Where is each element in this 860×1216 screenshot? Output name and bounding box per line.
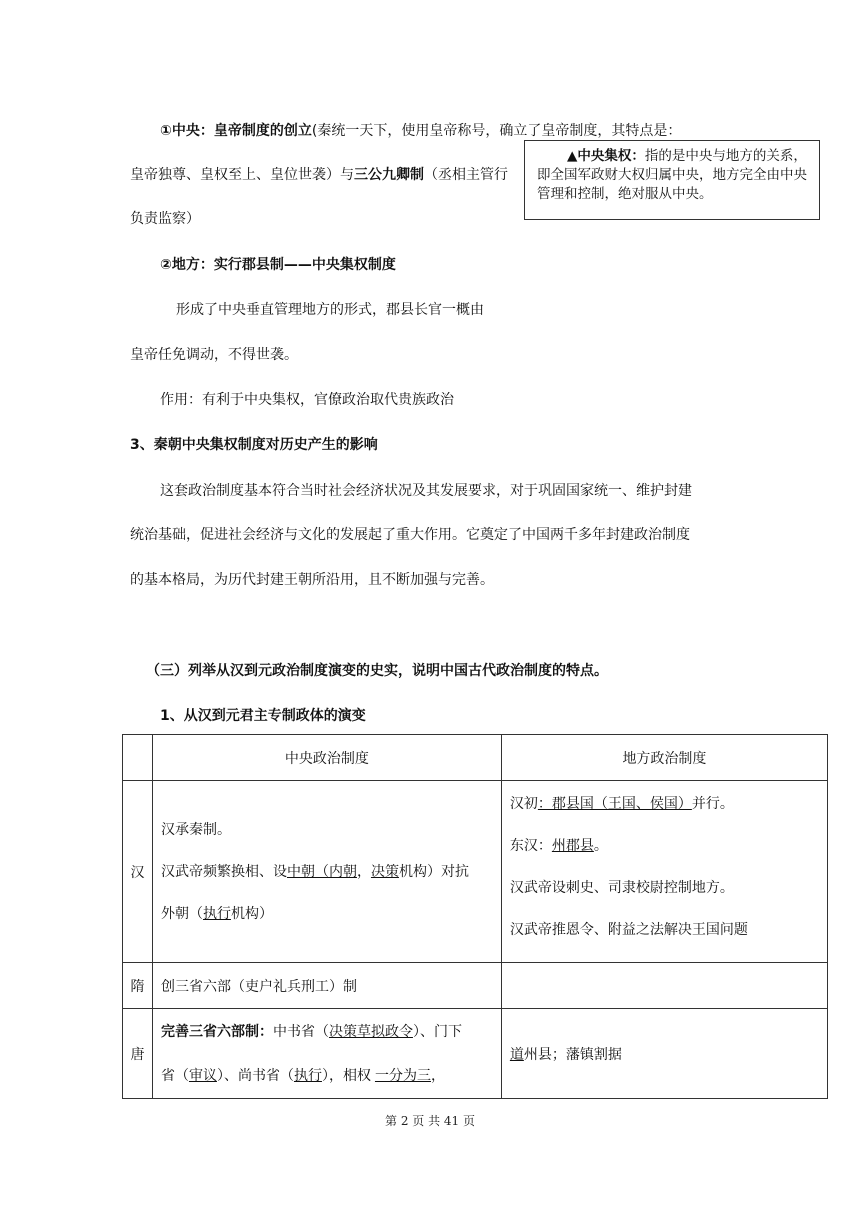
section-san-heading: （三）列举从汉到元政治制度演变的史实，说明中国古代政治制度的特点。 [146,663,608,679]
prefecture-term: 州郡县 [551,838,594,854]
dynasty-sui: 隋 [123,963,153,1009]
page-footer: 第 2 页 共 41 页 [385,1114,475,1128]
tang-c1-tail: ）、门下 [412,1023,462,1040]
centralization-note-box [524,140,820,220]
local-line1: 形成了中央垂直管理地方的形式，郡县长官一概由 [176,302,484,318]
header-central: 中央政治制度 [152,735,501,781]
local-heading: ②地方：实行郡县制——中央集权制度 [160,257,396,273]
table-row-tang [123,1009,828,1099]
han-c2-tail: 机构）对抗 [398,863,469,880]
commandery-kingdom-term: ：郡县国（王国、侯国） [537,796,692,812]
tang-local-text: 州县；藩镇割据 [523,1046,622,1063]
han-local-cell [501,781,827,963]
review-term: 审议 [188,1067,217,1084]
han-l1-text: 汉初 [509,796,538,812]
tang-central-line1 [161,1021,493,1043]
central-paragraph-line2 [130,164,508,184]
section3-line2: 统治基础，促进社会经济与文化的发展起了重大作用。它奠定了中国两千多年封建政治制度 [130,527,690,543]
section3-line3: 的基本格局，为历代封建王朝所沿用，且不断加强与完善。 [130,572,494,588]
tang-c2-tail: ， [430,1067,445,1084]
note-text: 指的是中央与地方的关系，即全国军政财大权归属中央，地方完全由中央管理和控制，绝对服从中央。 [537,148,807,202]
han-central-line3 [161,903,493,925]
divided-three-term: 一分为三 [374,1067,431,1084]
chancellor-text: （丞相主管行 [424,167,508,183]
han-c2-text: 汉武帝频繁换相、设 [160,863,287,880]
han-l2-text: 东汉： [509,838,552,854]
execution-term: 执行 [202,905,231,922]
tang-c1-text: 中书省（ [272,1023,329,1040]
han-central-line1: 汉承秦制。 [160,821,231,838]
tang-central-line2 [161,1065,493,1087]
dynasty-tang: 唐 [123,1009,153,1099]
section3-line1: 这套政治制度基本符合当时社会经济状况及其发展要求，对于巩固国家统一、维护封建 [160,483,692,499]
han-c3-tail: 机构） [230,905,273,922]
han-c2-comma: ， [356,863,371,880]
note-title: ▲中央集权： [567,148,645,164]
central-text: (秦统一天下，使用皇帝称号，确立了皇帝制度，其特点是： [311,123,682,139]
han-c3-text: 外朝（ [160,905,203,922]
decision-term: 决策 [370,863,399,880]
emperor-system-heading: 皇帝制度的创立 [213,123,312,139]
central-paragraph-line3: 负责监察） [130,211,200,227]
tang-c2-mid: ）、尚书省（ [216,1067,294,1084]
tang-c1-bold: 完善三省六部制： [160,1023,273,1040]
drafting-term: 决策草拟政令 [328,1023,413,1040]
local-effect: 作用：有利于中央集权，官僚政治取代贵族政治 [160,392,454,408]
tang-central-cell [152,1009,501,1099]
tang-c2-mid2: ），相权 [321,1067,371,1084]
han-local-line4: 汉武帝推恩令、附益之法解决王国问题 [509,922,748,938]
han-local-line2 [510,835,819,857]
table-row-sui [123,963,828,1009]
three-lords-nine-ministers: 三公九卿制 [354,167,424,183]
han-central-cell [152,781,501,963]
table-row-han [123,781,828,963]
han-local-line1 [510,793,819,815]
han-central-line2 [161,861,493,883]
central-label: ①中央： [160,123,214,139]
circuit-term: 道 [509,1046,524,1063]
section-san-subheading: 1、从汉到元君主专制政体的演变 [160,708,366,724]
inner-court-term: 中朝（内朝 [286,863,357,880]
emperor-features-text: 皇帝独尊、皇权至上、皇位世袭）与 [130,167,354,183]
sui-local-cell [501,963,827,1009]
local-line2: 皇帝任免调动，不得世袭。 [130,347,298,363]
header-empty-cell [123,735,153,781]
tang-c2-text: 省（ [160,1067,189,1084]
political-system-table [122,734,828,1099]
han-local-line3: 汉武帝设刺史、司隶校尉控制地方。 [509,880,734,896]
dynasty-han: 汉 [123,781,153,963]
section3-heading: 3、秦朝中央集权制度对历史产生的影响 [130,437,378,453]
sui-central-cell: 创三省六部（吏户礼兵刑工）制 [152,963,501,1009]
central-paragraph-line1 [160,120,681,140]
han-l1-tail: 并行。 [691,796,734,812]
han-l2-tail: 。 [593,838,608,854]
tang-local-cell [501,1009,827,1099]
tang-execution-term: 执行 [293,1067,322,1084]
header-local: 地方政治制度 [501,735,827,781]
table-header-row [123,735,828,781]
